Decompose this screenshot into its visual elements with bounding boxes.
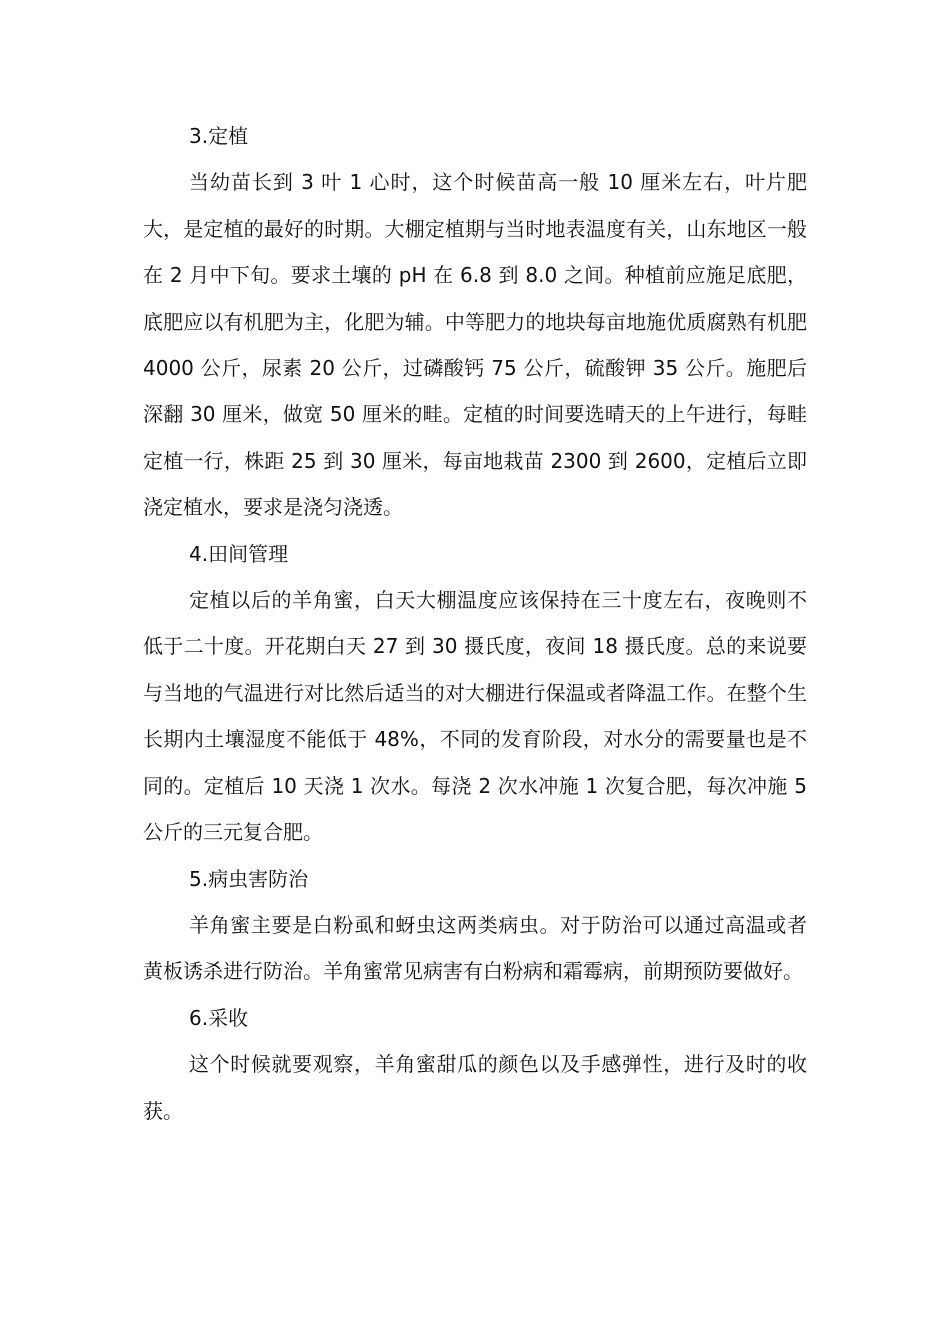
section-paragraph-harvest: 这个时候就要观察，羊角蜜甜瓜的颜色以及手感弹性，进行及时的收获。: [143, 1052, 807, 1123]
section-paragraph-field-management: 定植以后的羊角蜜，白天大棚温度应该保持在三十度左右，夜晚则不低于二十度。开花期白天 27 到 30 摄氏度，夜间 18 摄氏度。总的来说要与当地的气温进行对比然后适当的对大棚进行保温或者降温工作。在整个生长期内土壤湿度不能低于 48%，不同的发育阶段，对水分的需要量也是不同的。定植后 10 天浇 1 次水。每浇 2 次水冲施 1 次复合肥，每次冲施 5 公斤的三元复合肥。: [143, 588, 807, 845]
section-paragraph-pest-control: 羊角蜜主要是白粉虱和蚜虫这两类病虫。对于防治可以通过高温或者黄板诱杀进行防治。羊角蜜常见病害有白粉病和霜霉病，前期预防要做好。: [143, 912, 807, 984]
section-heading-planting: 3.定植: [189, 124, 249, 148]
section-paragraph-planting: 当幼苗长到 3 叶 1 心时，这个时候苗高一般 10 厘米左右，叶片肥大，是定植的最好的时期。大棚定植期与当时地表温度有关，山东地区一般在 2 月中下旬。要求土壤的 pH 在 6.8 到 8.0 之间。种植前应施足底肥，底肥应以有机肥为主，化肥为辅。中等肥力的地块每亩地施优质腐熟有机肥 4000 公斤，尿素 20 公斤，过磷酸钙 75 公斤，硫酸钾 35 公斤。施肥后深翻 30 厘米，做宽 50 厘米的畦。定植的时间要选晴天的上午进行，每畦定植一行，株距 25 到 30 厘米，每亩地栽苗 2300 到 2600，定植后立即浇定植水，要求是浇匀浇透。: [143, 170, 807, 520]
section-heading-harvest: 6.采收: [189, 1005, 249, 1030]
document-body: [143, 113, 807, 1134]
section-heading-field-management: 4.田间管理: [189, 541, 289, 566]
section-heading-pest-control: 5.病虫害防治: [189, 866, 309, 891]
